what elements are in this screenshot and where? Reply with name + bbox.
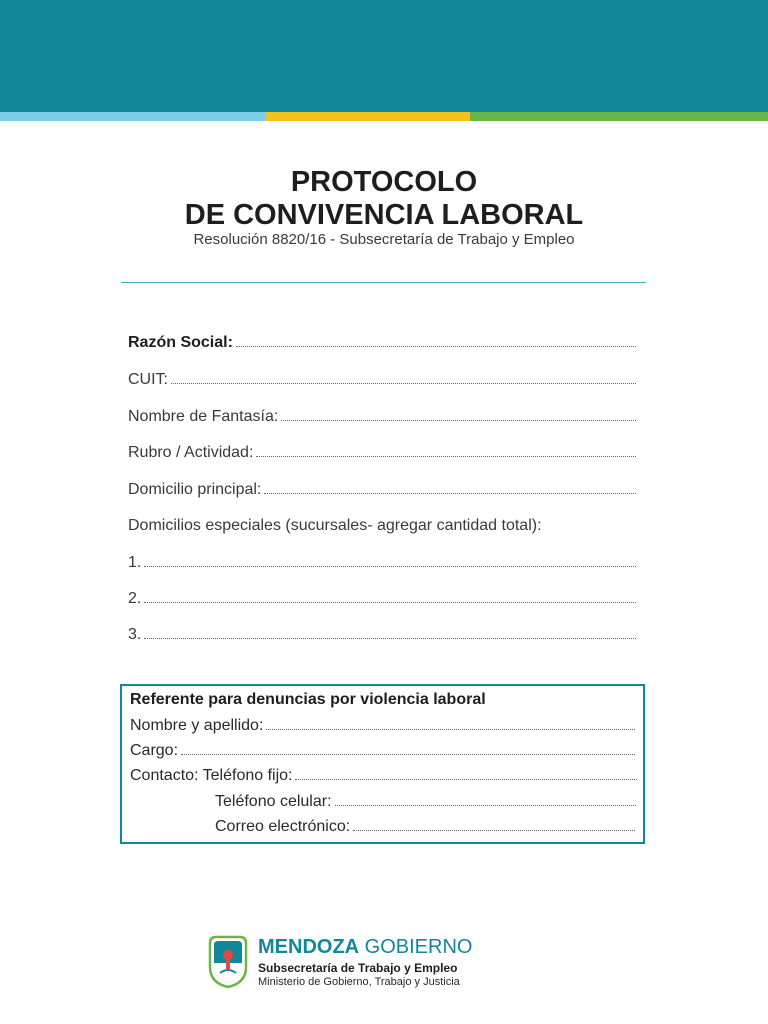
cuit-blank[interactable] (171, 369, 636, 384)
referente-celular-label: Teléfono celular: (215, 793, 332, 810)
razon-social-field[interactable] (128, 332, 636, 354)
rubro-label: Rubro / Actividad: (128, 444, 254, 461)
rubro-field[interactable] (128, 442, 636, 464)
referente-celular-field[interactable] (215, 791, 636, 813)
referente-cargo-blank[interactable] (181, 740, 635, 755)
sucursal-item-2[interactable] (128, 588, 636, 610)
domicilios-especiales-label: Domicilios especiales (sucursales- agregar cantidad total): (128, 517, 542, 534)
sucursal-blank-1[interactable] (144, 552, 636, 567)
razon-social-blank[interactable] (236, 332, 636, 347)
cuit-label: CUIT: (128, 371, 168, 388)
referente-telefono-fijo-field[interactable] (130, 765, 637, 787)
domicilios-especiales-heading (128, 515, 636, 537)
referente-nombre-blank[interactable] (266, 715, 635, 730)
referente-correo-field[interactable] (215, 816, 635, 838)
referente-cargo-label: Cargo: (130, 742, 179, 759)
referente-celular-blank[interactable] (335, 791, 636, 806)
document-title-line2: DE CONVIVENCIA LABORAL (184, 199, 584, 231)
footer-brand (258, 935, 472, 959)
referente-cargo-field[interactable] (130, 740, 635, 762)
nombre-fantasia-blank[interactable] (281, 406, 636, 421)
sucursal-item-1[interactable] (128, 552, 636, 574)
color-strip (0, 112, 768, 121)
title-divider (121, 282, 646, 283)
referente-nombre-label: Nombre y apellido: (130, 717, 264, 734)
footer-brand-bold: MENDOZA (258, 936, 360, 958)
sucursal-blank-2[interactable] (144, 588, 636, 603)
footer-brand-regular: GOBIERNO (364, 936, 473, 958)
document-title-line1: PROTOCOLO (290, 166, 478, 198)
cuit-field[interactable] (128, 369, 636, 391)
referente-nombre-field[interactable] (130, 715, 635, 737)
strip-light-blue (0, 112, 265, 121)
footer-subsecretaria: Subsecretaría de Trabajo y Empleo (258, 961, 458, 975)
referente-correo-blank[interactable] (353, 816, 635, 831)
footer-ministerio: Ministerio de Gobierno, Trabajo y Justicia (258, 976, 460, 988)
sucursal-item-3[interactable] (128, 624, 636, 646)
rubro-blank[interactable] (256, 442, 636, 457)
referente-title: Referente para denuncias por violencia laboral (130, 691, 486, 708)
razon-social-label: Razón Social: (128, 334, 233, 351)
strip-yellow (265, 112, 470, 121)
domicilio-principal-field[interactable] (128, 479, 636, 501)
referente-telefono-fijo-label: Contacto: Teléfono fijo: (130, 767, 293, 784)
referente-correo-label: Correo electrónico: (215, 818, 351, 835)
strip-green (470, 112, 768, 121)
domicilio-principal-blank[interactable] (264, 479, 636, 494)
referente-box (120, 684, 645, 844)
mendoza-coat-of-arms-icon (206, 933, 250, 994)
domicilio-principal-label: Domicilio principal: (128, 481, 262, 498)
referente-telefono-fijo-blank[interactable] (295, 765, 637, 780)
sucursal-number-1: 1. (128, 554, 142, 571)
sucursal-number-2: 2. (128, 590, 142, 607)
header-band (0, 0, 768, 112)
nombre-fantasia-label: Nombre de Fantasía: (128, 408, 279, 425)
sucursal-blank-3[interactable] (144, 624, 636, 639)
document-subtitle: Resolución 8820/16 - Subsecretaría de Trabajo y Empleo (193, 231, 575, 248)
nombre-fantasia-field[interactable] (128, 406, 636, 428)
sucursal-number-3: 3. (128, 626, 142, 643)
